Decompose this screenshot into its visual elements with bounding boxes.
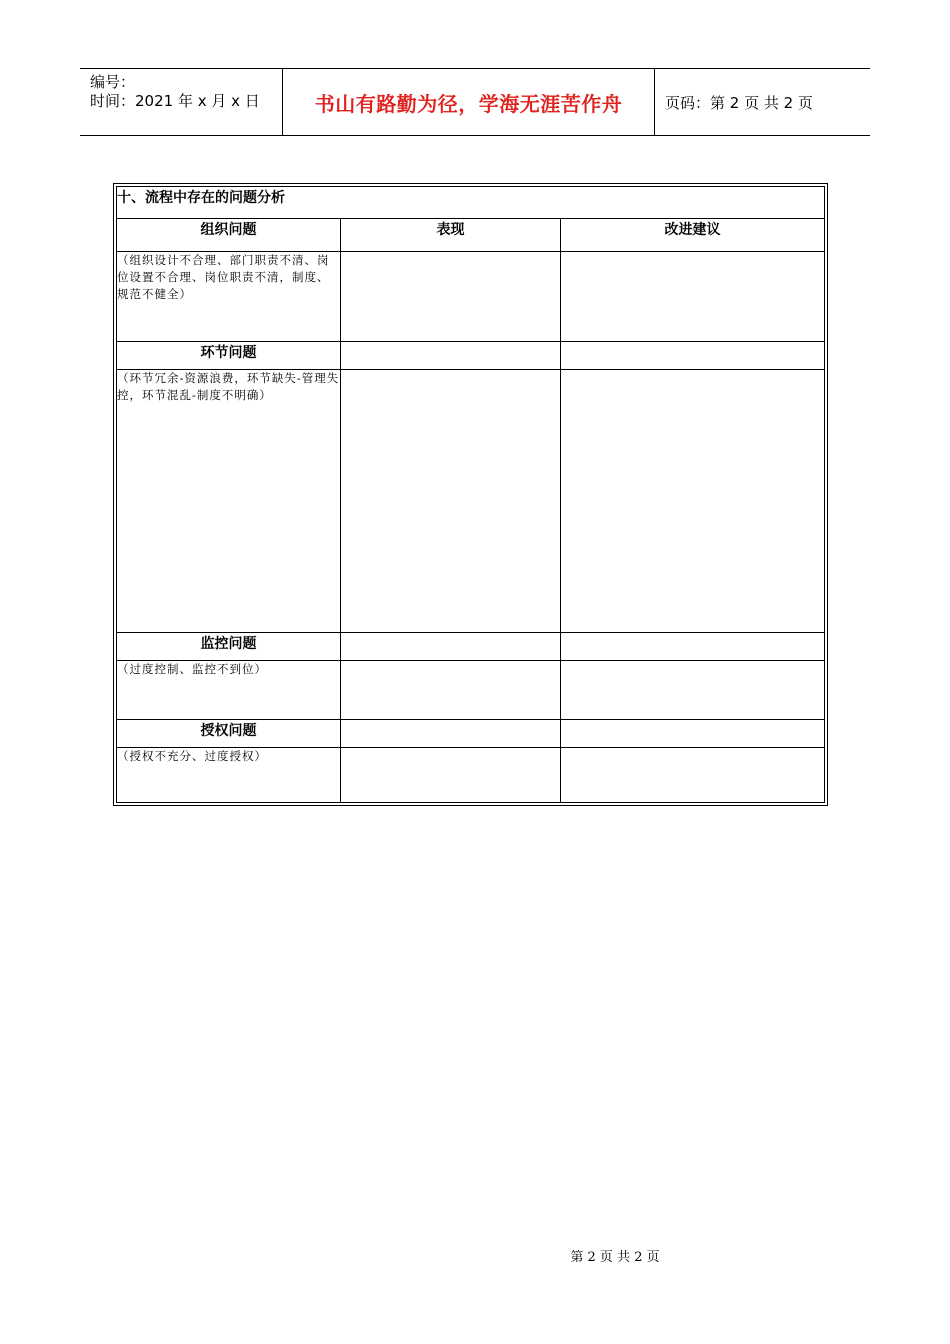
table-row xyxy=(117,748,825,803)
section-label-authorization: 授权问题 xyxy=(117,720,341,748)
authorization-problem-note: （授权不充分、过度授权） xyxy=(117,748,341,803)
table-row xyxy=(117,370,825,633)
table-row xyxy=(117,661,825,720)
authorization-manifestation-cell[interactable] xyxy=(341,748,561,803)
authorization-header-blank xyxy=(561,720,825,748)
process-header-blank xyxy=(341,342,561,370)
section-header-row xyxy=(117,720,825,748)
column-header-suggestion: 改进建议 xyxy=(561,219,825,252)
process-problem-note: （环节冗余-资源浪费，环节缺失-管理失控，环节混乱-制度不明确） xyxy=(117,370,341,633)
section-label-monitoring: 监控问题 xyxy=(117,633,341,661)
header-motto: 书山有路勤为径，学海无涯苦作舟 xyxy=(282,69,655,135)
monitoring-manifestation-cell[interactable] xyxy=(341,661,561,720)
document-time: 时间：2021 年 x 月 x 日 xyxy=(90,92,260,110)
document-number-label: 编号： xyxy=(90,73,136,91)
table-title: 十、流程中存在的问题分析 xyxy=(117,187,825,219)
monitoring-header-blank xyxy=(341,633,561,661)
header-page-info: 页码：第 2 页 共 2 页 xyxy=(665,93,813,112)
section-header-row xyxy=(117,633,825,661)
problem-analysis-table xyxy=(116,186,825,803)
section-label-process: 环节问题 xyxy=(117,342,341,370)
process-suggestion-cell[interactable] xyxy=(561,370,825,633)
monitoring-problem-note: （过度控制、监控不到位） xyxy=(117,661,341,720)
monitoring-header-blank xyxy=(561,633,825,661)
process-manifestation-cell[interactable] xyxy=(341,370,561,633)
section-header-row xyxy=(117,342,825,370)
problem-analysis-form xyxy=(113,183,828,806)
authorization-suggestion-cell[interactable] xyxy=(561,748,825,803)
table-title-row xyxy=(117,187,825,219)
organization-suggestion-cell[interactable] xyxy=(561,252,825,342)
organization-manifestation-cell[interactable] xyxy=(341,252,561,342)
column-header-problem: 组织问题 xyxy=(117,219,341,252)
column-header-row xyxy=(117,219,825,252)
table-row xyxy=(117,252,825,342)
page-header xyxy=(80,68,870,136)
authorization-header-blank xyxy=(341,720,561,748)
process-header-blank xyxy=(561,342,825,370)
monitoring-suggestion-cell[interactable] xyxy=(561,661,825,720)
organization-problem-note: （组织设计不合理、部门职责不清、岗位设置不合理、岗位职责不清，制度、规范不健全） xyxy=(117,252,341,342)
column-header-manifestation: 表现 xyxy=(341,219,561,252)
page-footer: 第 2 页 共 2 页 xyxy=(570,1250,660,1265)
header-meta xyxy=(80,69,282,135)
